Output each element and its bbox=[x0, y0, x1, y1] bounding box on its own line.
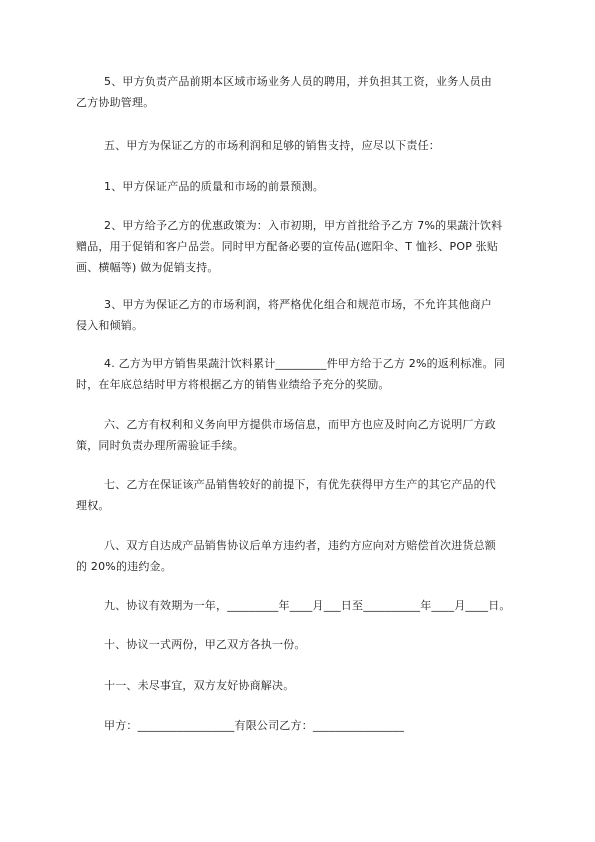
paragraph-line: 甲方：_________________有限公司乙方：________________ bbox=[104, 719, 405, 732]
paragraph-line: 乙方协助管理。 bbox=[76, 96, 155, 109]
paragraph-section-11-disputes bbox=[76, 675, 528, 696]
paragraph-section-9-validity bbox=[76, 595, 528, 616]
paragraph-line: 九、协议有效期为一年，_________年____月___日至__________年____月____日。 bbox=[104, 599, 511, 612]
paragraph-line: 2、甲方给予乙方的优惠政策为：入市初期，甲方首批给予乙方 7%的果蔬汁饮料 bbox=[104, 219, 503, 232]
paragraph-line: 策，同时负责办理所需验证手续。 bbox=[76, 439, 244, 452]
paragraph-section-7-agency bbox=[76, 474, 528, 516]
paragraph-line: 侵入和倾销。 bbox=[76, 319, 144, 332]
signature-line bbox=[76, 715, 528, 736]
paragraph-section-8-penalty bbox=[76, 535, 528, 577]
paragraph-line: 五、甲方为保证乙方的市场利润和足够的销售支持，应尽以下责任： bbox=[104, 139, 440, 152]
paragraph-item-4-rebate bbox=[76, 353, 528, 395]
paragraph-line: 十、协议一式两份，甲乙双方各执一份。 bbox=[104, 638, 306, 651]
paragraph-line: 七、乙方在保证该产品销售较好的前提下，有优先获得甲方生产的其它产品的代 bbox=[104, 478, 496, 491]
paragraph-line: 5、甲方负责产品前期本区域市场业务人员的聘用，并负担其工资，业务人员由 bbox=[104, 75, 492, 88]
paragraph-line: 赠品，用于促销和客户品尝。同时甲方配备必要的宣传品(遮阳伞、T 恤衫、POP 张贴 bbox=[76, 240, 499, 253]
paragraph-item-2-policy bbox=[76, 215, 528, 278]
paragraph-line: 六、乙方有权利和义务向甲方提供市场信息，而甲方也应及时向乙方说明厂方政 bbox=[104, 418, 496, 431]
paragraph-item-5-staffing bbox=[76, 71, 528, 113]
paragraph-line: 3、甲方为保证乙方的市场利润，将严格优化组合和规范市场，不允许其他商户 bbox=[104, 298, 492, 311]
paragraph-item-1-quality bbox=[76, 176, 528, 197]
paragraph-line: 4. 乙方为甲方销售果蔬汁饮料累计_________件甲方给于乙方 2%的返利标准。同 bbox=[104, 357, 506, 370]
paragraph-section-6-information bbox=[76, 414, 528, 456]
paragraph-line: 八、双方自达成产品销售协议后单方违约者，违约方应向对方赔偿首次进货总额 bbox=[104, 539, 496, 552]
paragraph-line: 时，在年底总结时甲方将根据乙方的销售业绩给予充分的奖励。 bbox=[76, 378, 390, 391]
paragraph-line: 理权。 bbox=[76, 499, 110, 512]
paragraph-item-3-market bbox=[76, 294, 528, 336]
paragraph-section-5-responsibilities bbox=[76, 135, 528, 156]
paragraph-line: 画、横幅等) 做为促销支持。 bbox=[76, 261, 219, 274]
paragraph-line: 1、甲方保证产品的质量和市场的前景预测。 bbox=[104, 180, 324, 193]
paragraph-section-10-copies bbox=[76, 634, 528, 655]
paragraph-line: 的 20%的违约金。 bbox=[76, 560, 172, 573]
paragraph-line: 十一、未尽事宜，双方友好协商解决。 bbox=[104, 679, 295, 692]
